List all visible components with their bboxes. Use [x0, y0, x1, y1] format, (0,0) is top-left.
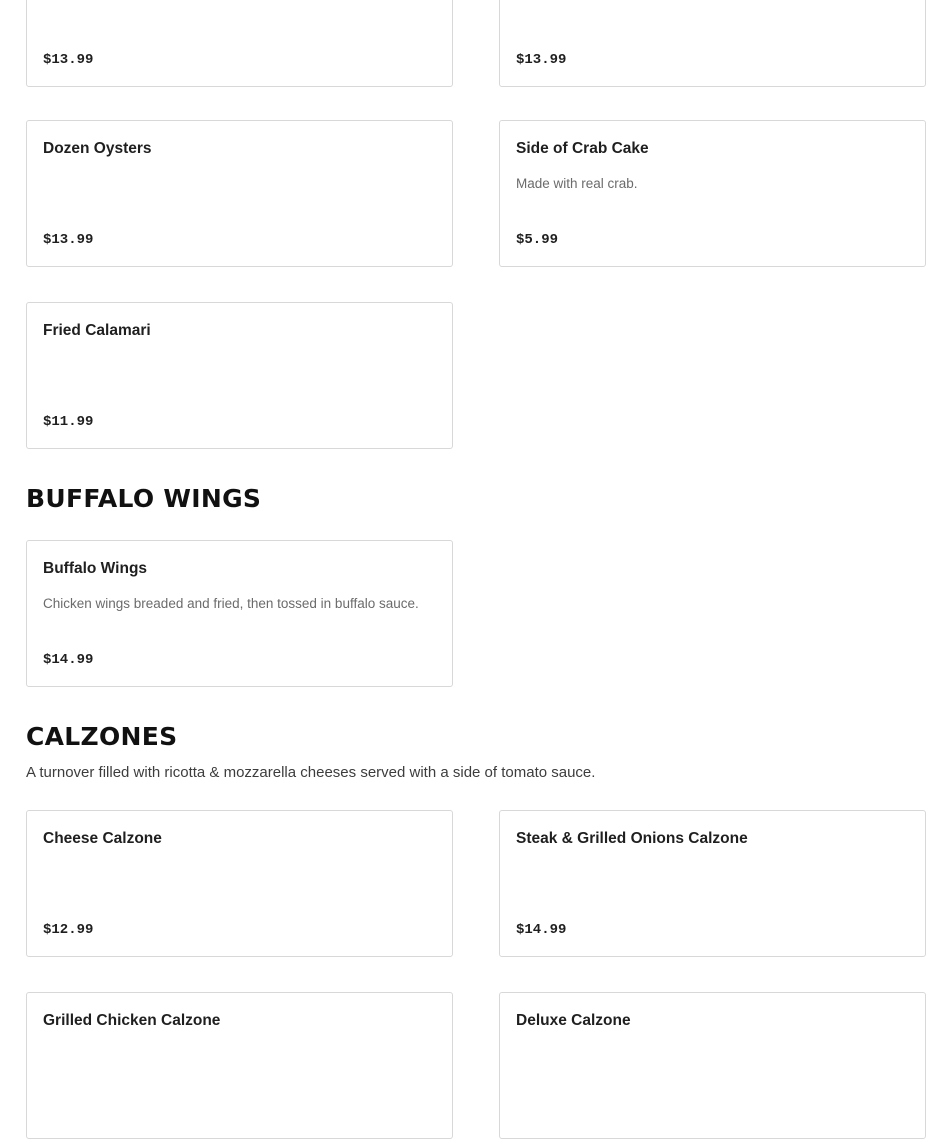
item-name: Dozen Oysters	[43, 140, 152, 157]
menu-item-card[interactable]	[26, 992, 453, 1139]
item-description: Made with real crab.	[516, 176, 638, 191]
menu-item-card[interactable]	[26, 540, 453, 687]
item-price: $14.99	[43, 652, 94, 668]
section-title: BUFFALO WINGS	[26, 484, 262, 513]
item-name: Deluxe Calzone	[516, 1012, 631, 1029]
item-name: Grilled Chicken Calzone	[43, 1012, 221, 1029]
item-price: $13.99	[43, 52, 94, 68]
item-price: $12.99	[43, 922, 94, 938]
section-title: CALZONES	[26, 722, 178, 751]
item-price: $11.99	[43, 414, 94, 430]
item-price: $13.99	[43, 232, 94, 248]
menu-item-card[interactable]	[499, 0, 926, 87]
menu-item-card[interactable]	[499, 992, 926, 1139]
menu-item-card[interactable]	[26, 810, 453, 957]
item-name: Cheese Calzone	[43, 830, 162, 847]
item-price: $13.99	[516, 52, 567, 68]
menu-item-card[interactable]	[26, 120, 453, 267]
menu-item-card[interactable]	[26, 302, 453, 449]
item-price: $14.99	[516, 922, 567, 938]
item-price: $5.99	[516, 232, 559, 248]
menu-item-card[interactable]	[26, 0, 453, 87]
menu-item-card[interactable]	[499, 120, 926, 267]
section-description: A turnover filled with ricotta & mozzarella cheeses served with a side of tomato sauce.	[26, 764, 596, 781]
item-description: Chicken wings breaded and fried, then tossed in buffalo sauce.	[43, 596, 419, 611]
menu-item-card[interactable]	[499, 810, 926, 957]
item-name: Steak & Grilled Onions Calzone	[516, 830, 748, 847]
item-name: Side of Crab Cake	[516, 140, 649, 157]
item-name: Buffalo Wings	[43, 560, 148, 577]
item-name: Fried Calamari	[43, 322, 151, 339]
